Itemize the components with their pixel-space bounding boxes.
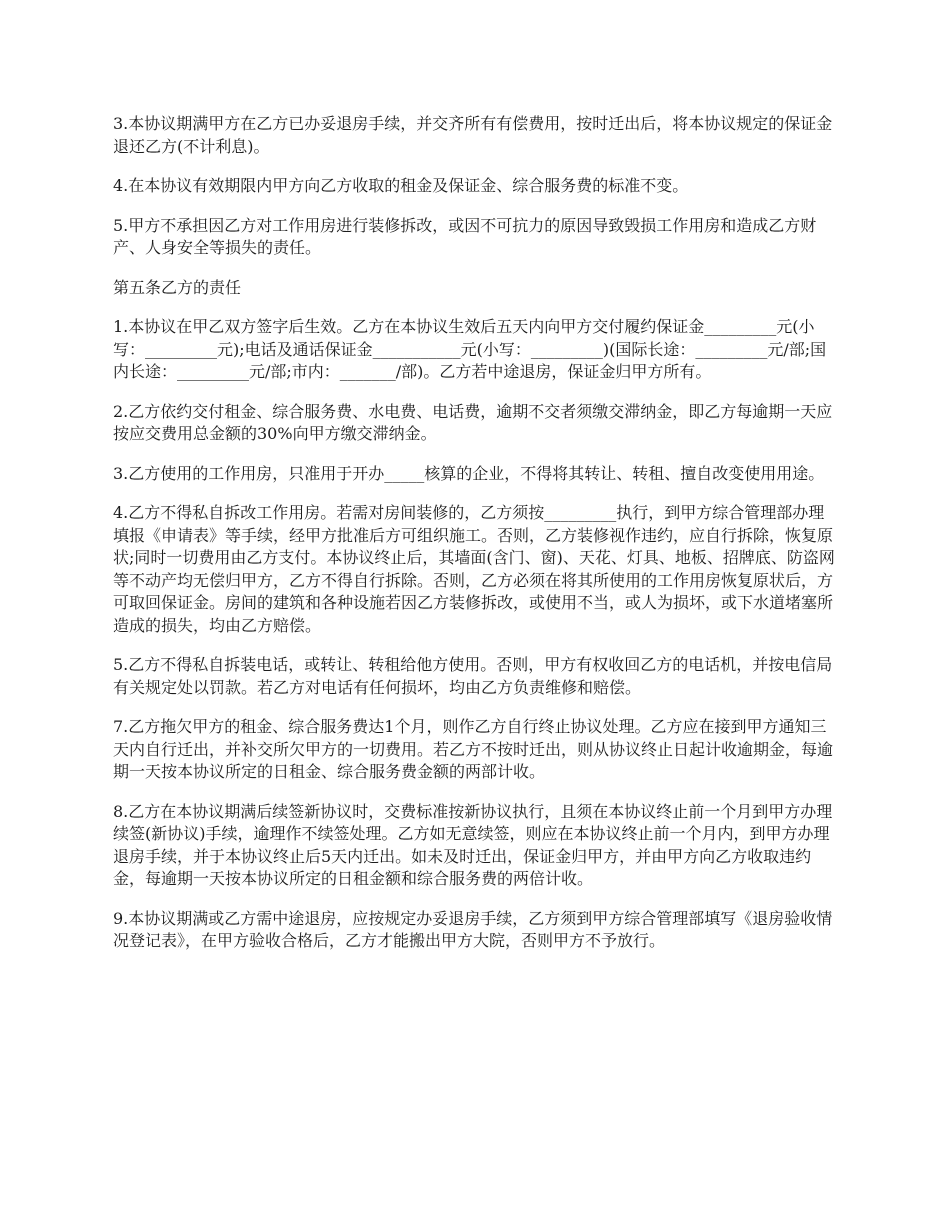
paragraph-b-clause-1-deposit: 1.本协议在甲乙双方签字后生效。乙方在本协议生效后五天内向甲方交付履约保证金_________元(小写：_________元);电话及通话保证金___________元(小写：_________)(国际长途：_________元/部;国内长途：_________元/部;市内：_______/部)。乙方若中途退房，保证金归甲方所有。 — [113, 317, 827, 381]
section-heading-party-b-responsibilities: 第五条乙方的责任 — [113, 277, 242, 297]
paragraph-clause-3-deposit-return: 3.本协议期满甲方在乙方已办妥退房手续，并交齐所有有偿费用，按时迁出后，将本协议规定的保证金退还乙方(不计利息)。 — [113, 114, 833, 156]
paragraph-b-clause-2-late-fee: 2.乙方依约交付租金、综合服务费、水电费、电话费，逾期不交者须缴交滞纳金，即乙方每逾期一天应按应交费用总金额的30%向甲方缴交滞纳金。 — [113, 401, 833, 443]
paragraph-b-clause-7-arrears: 7.乙方拖欠甲方的租金、综合服务费达1个月，则作乙方自行终止协议处理。乙方应在接到甲方通知三天内自行迁出，并补交所欠甲方的一切费用。若乙方不按时迁出，则从协议终止日起计收逾期金，每逾期一天按本协议所定的日租金、综合服务费金额的两部计收。 — [113, 717, 834, 781]
paragraph-b-clause-4-renovation: 4.乙方不得私自拆改工作用房。若需对房间装修的，乙方须按_________执行，到甲方综合管理部办理填报《申请表》等手续，经甲方批准后方可组织施工。否则，乙方装修视作违约，应自行拆除，恢复原状;同时一切费用由乙方支付。本协议终止后，其墙面(含门、窗)、天花、灯具、地板、招牌底、防盗网等不动产均无偿归甲方，乙方不得自行拆除。否则，乙方必须在将其所使用的工作用房恢复原状后，方可取回保证金。房间的建筑和各种设施若因乙方装修拆改，或使用不当，或人为损坏，或下水道堵塞所造成的损失，均由乙方赔偿。 — [113, 503, 835, 635]
paragraph-b-clause-9-move-out: 9.本协议期满或乙方需中途退房，应按规定办妥退房手续，乙方须到甲方综合管理部填写《退房验收情况登记表》，在甲方验收合格后，乙方才能搬出甲方大院，否则甲方不予放行。 — [113, 908, 833, 950]
paragraph-b-clause-3-usage: 3.乙方使用的工作用房，只准用于开办_____核算的企业，不得将其转让、转租、擅自改变使用用途。 — [113, 463, 825, 483]
paragraph-b-clause-8-renewal: 8.乙方在本协议期满后续签新协议时，交费标准按新协议执行，且须在本协议终止前一个月到甲方办理续签(新协议)手续，逾理作不续签处理。乙方如无意续签，则应在本协议终止前一个月内，到甲方办理退房手续，并于本协议终止后5天内迁出。如未及时迁出，保证金归甲方，并由甲方向乙方收取违约金，每逾期一天按本协议所定的日租金额和综合服务费的两倍计收。 — [113, 801, 833, 888]
paragraph-clause-5-liability-exemption: 5.甲方不承担因乙方对工作用房进行装修拆改，或因不可抗力的原因导致毁损工作用房和造成乙方财产、人身安全等损失的责任。 — [113, 215, 817, 257]
paragraph-b-clause-5-telephone: 5.乙方不得私自拆装电话，或转让、转租给他方使用。否则，甲方有权收回乙方的电话机，并按电信局有关规定处以罚款。若乙方对电话有任何损坏，均由乙方负责维修和赔偿。 — [113, 655, 833, 697]
paragraph-clause-4-fee-standard: 4.在本协议有效期限内甲方向乙方收取的租金及保证金、综合服务费的标准不变。 — [113, 176, 689, 195]
document-body — [113, 113, 838, 970]
